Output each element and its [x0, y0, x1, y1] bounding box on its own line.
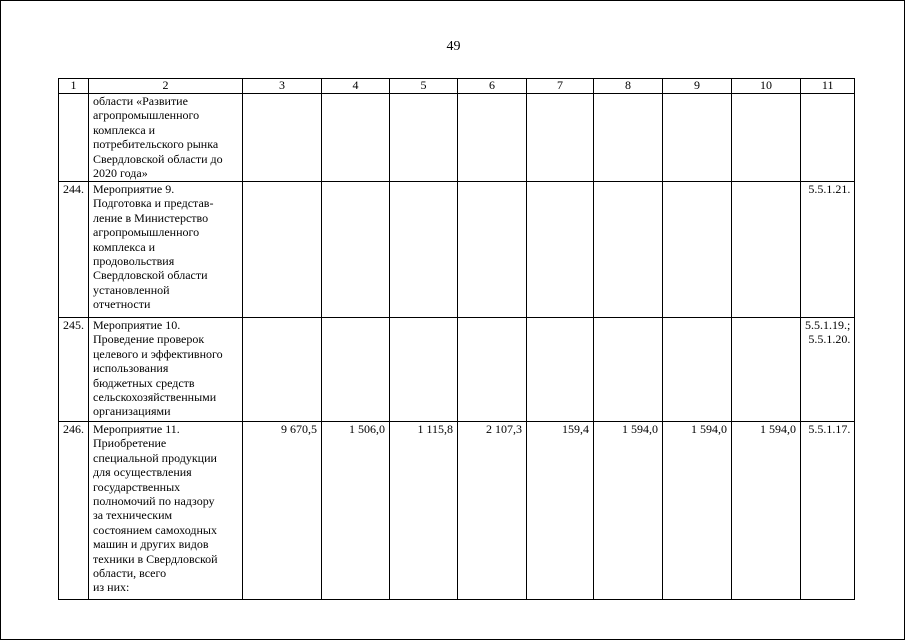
description-line: Свердловской области	[93, 268, 208, 283]
target-code	[801, 182, 855, 318]
description-line: состоянием самоходных	[93, 522, 217, 537]
value-cell-col-9: 1 594,0	[663, 422, 732, 600]
description-line: организациями	[93, 404, 171, 419]
column-header-3: 3	[243, 79, 322, 94]
value-cell-col-5	[390, 182, 458, 318]
description-line: Проведение проверок	[93, 332, 205, 347]
description-line: области, всего	[93, 566, 167, 581]
value-cell-col-8	[594, 318, 663, 422]
value-cell-col-9	[663, 182, 732, 318]
row-number	[59, 94, 89, 182]
activity-description	[89, 318, 243, 422]
activity-description	[89, 422, 243, 600]
column-header-2: 2	[89, 79, 243, 94]
row-number: 245.	[59, 318, 89, 422]
value-cell-col-8: 1 594,0	[594, 422, 663, 600]
description-line: потребительского рынка	[93, 137, 219, 152]
description-line: комплекса и	[93, 239, 156, 254]
value-cell-col-7	[527, 94, 594, 182]
table-row	[59, 422, 855, 600]
description-line: Мероприятие 10.	[93, 318, 181, 332]
value-cell-col-5	[390, 94, 458, 182]
value-cell-col-7	[527, 318, 594, 422]
description-line: Приобретение	[93, 436, 167, 451]
value-cell-col-8	[594, 182, 663, 318]
row-number: 244.	[59, 182, 89, 318]
column-header-9: 9	[663, 79, 732, 94]
description-line: Свердловской области до	[93, 151, 223, 166]
column-header-4: 4	[322, 79, 390, 94]
column-header-11: 11	[801, 79, 855, 94]
value-cell-col-8	[594, 94, 663, 182]
value-cell-col-6	[458, 182, 527, 318]
description-line: ление в Министерство	[93, 210, 209, 225]
target-code	[801, 422, 855, 600]
description-line: Мероприятие 9.	[93, 182, 175, 196]
program-table	[58, 78, 855, 600]
value-cell-col-6	[458, 318, 527, 422]
page-number: 49	[446, 39, 461, 54]
target-code-line: 5.5.1.20.	[808, 332, 851, 347]
table-body	[59, 94, 855, 600]
description-line: Подготовка и представ-	[93, 196, 214, 211]
description-line: использования	[93, 361, 169, 376]
table-header-row	[59, 79, 855, 94]
description-line: сельскохозяйственными	[93, 390, 217, 405]
value-cell-col-9	[663, 318, 732, 422]
activity-description	[89, 182, 243, 318]
description-line: агропромышленного	[93, 225, 200, 240]
value-cell-col-3	[243, 94, 322, 182]
target-code-line: 5.5.1.19.;	[805, 318, 851, 332]
description-line: Мероприятие 11.	[93, 422, 180, 436]
value-cell-col-10: 1 594,0	[732, 422, 801, 600]
value-cell-col-10	[732, 318, 801, 422]
column-header-6: 6	[458, 79, 527, 94]
row-number: 246.	[59, 422, 89, 600]
value-cell-col-10	[732, 182, 801, 318]
activity-description	[89, 94, 243, 182]
description-line: специальной продукции	[93, 450, 217, 465]
column-header-1: 1	[59, 79, 89, 94]
value-cell-col-4	[322, 182, 390, 318]
value-cell-col-3	[243, 318, 322, 422]
description-line: бюджетных средств	[93, 375, 195, 390]
description-line: комплекса и	[93, 122, 156, 137]
value-cell-col-5	[390, 318, 458, 422]
table-row	[59, 318, 855, 422]
target-code-line: 5.5.1.17.	[808, 422, 851, 436]
description-line: продовольствия	[93, 254, 175, 269]
target-code	[801, 94, 855, 182]
target-code-line: 5.5.1.21.	[808, 182, 851, 196]
column-header-10: 10	[732, 79, 801, 94]
description-line: за техническим	[93, 508, 173, 523]
table-row	[59, 182, 855, 318]
description-line: целевого и эффективного	[93, 346, 223, 361]
value-cell-col-6	[458, 94, 527, 182]
description-line: отчетности	[93, 297, 151, 312]
value-cell-col-4	[322, 94, 390, 182]
value-cell-col-9	[663, 94, 732, 182]
value-cell-col-7: 159,4	[527, 422, 594, 600]
description-line: агропромышленного	[93, 108, 200, 123]
target-code	[801, 318, 855, 422]
value-cell-col-10	[732, 94, 801, 182]
description-line: полномочий по надзору	[93, 494, 215, 509]
column-header-5: 5	[390, 79, 458, 94]
value-cell-col-5: 1 115,8	[390, 422, 458, 600]
description-line: государственных	[93, 479, 181, 494]
value-cell-col-4	[322, 318, 390, 422]
description-line: области «Развитие	[93, 94, 188, 108]
value-cell-col-3: 9 670,5	[243, 422, 322, 600]
description-line: машин и других видов	[93, 537, 209, 552]
column-header-8: 8	[594, 79, 663, 94]
value-cell-col-3	[243, 182, 322, 318]
description-line: 2020 года»	[93, 166, 148, 181]
description-line: техники в Свердловской	[93, 551, 218, 566]
description-line: для осуществления	[93, 465, 192, 480]
column-header-7: 7	[527, 79, 594, 94]
value-cell-col-6: 2 107,3	[458, 422, 527, 600]
value-cell-col-7	[527, 182, 594, 318]
description-line: установленной	[93, 282, 170, 297]
value-cell-col-4: 1 506,0	[322, 422, 390, 600]
table-row	[59, 94, 855, 182]
description-line: из них:	[93, 580, 130, 595]
